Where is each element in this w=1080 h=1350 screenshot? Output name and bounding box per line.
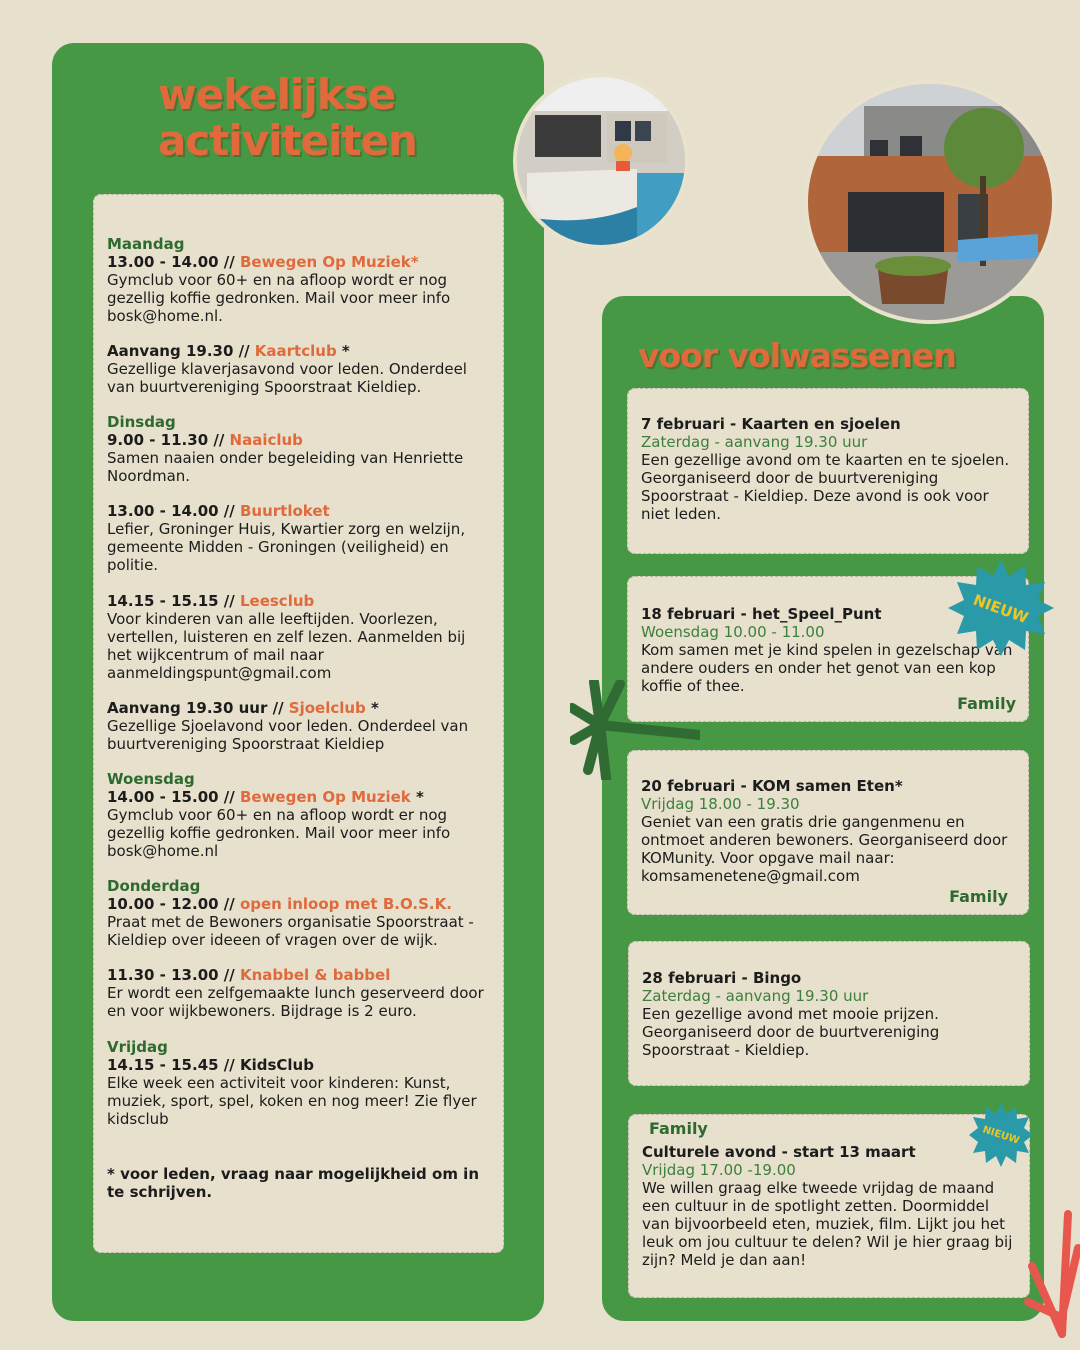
- time-label: 14.15 - 15.45 // KidsClub: [107, 1056, 314, 1074]
- event-description: We willen graag elke tweede vrijdag de maand een cultuur in de spotlight zetten. Doormiddel van bijvoorbeeld eten, muziek, film. Lijkt jou het leuk om jou cultuur te delen? Wil je hier graag bij zijn? Meld je dan aan!: [642, 1179, 1013, 1269]
- schedule-line: [107, 253, 491, 271]
- time-label: 13.00 - 14.00 //: [107, 502, 240, 520]
- schedule-line: [107, 502, 491, 520]
- schedule-entry: [107, 502, 491, 574]
- members-footnote: * voor leden, vraag naar mogelijkheid om in te schrijven.: [107, 1165, 479, 1201]
- schedule-line: [107, 966, 491, 984]
- time-label: 10.00 - 12.00 //: [107, 895, 240, 913]
- schedule-line: [107, 699, 491, 717]
- event-title: 28 februari - Bingo: [642, 969, 802, 987]
- event-title: 20 februari - KOM samen Eten*: [641, 777, 903, 795]
- activity-description: Gymclub voor 60+ en na afloop wordt er nog gezellig koffie gedronken. Mail voor meer info bosk@home.nl.: [107, 271, 451, 325]
- member-mark: *: [365, 699, 379, 717]
- heading-line: wekelijkse: [158, 70, 396, 119]
- family-label: Family: [649, 1119, 708, 1138]
- reception-photo: [513, 73, 689, 249]
- event-description: Een gezellige avond om te kaarten en te sjoelen. Georganiseerd door de buurtvereniging Spoorstraat - Kieldiep. Deze avond is ook voor niet leden.: [641, 451, 1010, 523]
- time-label: 13.00 - 14.00 //: [107, 253, 240, 271]
- coral-plant-icon: [1022, 1208, 1080, 1338]
- activity-description: Elke week een activiteit voor kinderen: Kunst, muziek, sport, spel, koken en nog meer! Zie flyer kidsclub: [107, 1074, 477, 1128]
- activity-description: Er wordt een zelfgemaakte lunch geserveerd door en voor wijkbewoners. Bijdrage is 2 euro.: [107, 984, 484, 1020]
- event-title: 7 februari - Kaarten en sjoelen: [641, 415, 901, 433]
- schedule-line: [107, 342, 491, 360]
- activity-label: Kaartclub: [254, 342, 337, 360]
- time-label: Aanvang 19.30 uur //: [107, 699, 289, 717]
- family-label: Family: [957, 694, 1016, 713]
- schedule-line: [107, 592, 491, 610]
- time-label: 11.30 - 13.00 //: [107, 966, 240, 984]
- schedule-entry: [107, 770, 491, 860]
- time-label: 14.15 - 15.15 //: [107, 592, 240, 610]
- schedule-entry: [107, 413, 491, 485]
- schedule-entry: [107, 592, 491, 682]
- activity-description: Praat met de Bewoners organisatie Spoorstraat - Kieldiep over ideeen of vragen over de wijk.: [107, 913, 474, 949]
- event-time: Vrijdag 18.00 - 19.30: [641, 795, 800, 813]
- activity-label: Leesclub: [239, 592, 315, 610]
- member-mark: *: [410, 788, 424, 806]
- new-badge-icon: [968, 1102, 1034, 1168]
- day-label: Woensdag: [107, 770, 195, 788]
- family-label: Family: [949, 887, 1008, 906]
- adult-activities-heading: voor volwassenen: [638, 336, 956, 375]
- schedule-line: [107, 788, 491, 806]
- heading-line: activiteiten: [158, 116, 417, 165]
- new-badge-icon: [946, 558, 1056, 658]
- activity-description: Voor kinderen van alle leeftijden. Voorlezen, vertellen, luisteren en zelf lezen. Aanmelden bij het wijkcentrum of mail naar aanmeldingspunt@gmail.com: [107, 610, 466, 682]
- weekly-activities-heading: [158, 72, 417, 164]
- schedule-entry: [107, 699, 491, 753]
- schedule-entry: [107, 877, 491, 949]
- event-card: [628, 941, 1030, 1086]
- schedule-line: [107, 895, 491, 913]
- activity-description: Samen naaien onder begeleiding van Henriette Noordman.: [107, 449, 464, 485]
- schedule-entry: [107, 342, 491, 396]
- day-label: Maandag: [107, 235, 185, 253]
- event-time: Woensdag 10.00 - 11.00: [641, 623, 825, 641]
- activity-description: Lefier, Groninger Huis, Kwartier zorg en welzijn, gemeente Midden - Groningen (veiligheid) en politie.: [107, 520, 466, 574]
- event-card: [627, 388, 1029, 554]
- event-description: Een gezellige avond met mooie prijzen. Georganiseerd door de buurtvereniging Spoorstraat - Kieldiep.: [642, 1005, 940, 1059]
- activity-label: Knabbel & babbel: [239, 966, 391, 984]
- activity-label: Bewegen Op Muziek: [239, 788, 411, 806]
- event-description: Kom samen met je kind spelen in gezelschap van andere ouders en onder het genot van een kop koffie of thee.: [641, 641, 1013, 695]
- activity-description: Gymclub voor 60+ en na afloop wordt er nog gezellig koffie gedronken. Mail voor meer info bosk@home.nl: [107, 806, 451, 860]
- schedule-line: [107, 431, 491, 449]
- schedule-line: [107, 1056, 491, 1074]
- day-label: Vrijdag: [107, 1038, 168, 1056]
- badge-label: NIEUW: [981, 1124, 1021, 1147]
- event-time: Zaterdag - aanvang 19.30 uur: [642, 987, 869, 1005]
- time-label: 9.00 - 11.30 //: [107, 431, 230, 449]
- weekly-schedule-list: [107, 235, 491, 1128]
- event-title: 18 februari - het_Speel_Punt: [641, 605, 882, 623]
- event-description: Geniet van een gratis drie gangenmenu en ontmoet anderen bewoners. Georganiseerd door KOMunity. Voor opgave mail naar: komsamenetene@gmail.com: [641, 813, 1008, 885]
- day-label: Dinsdag: [107, 413, 176, 431]
- weekly-schedule-card: [93, 194, 504, 1253]
- activity-label: Sjoelclub: [288, 699, 366, 717]
- schedule-entry: [107, 235, 491, 325]
- badge-label: NIEUW: [970, 590, 1031, 628]
- time-label: Aanvang 19.30 //: [107, 342, 255, 360]
- activity-description: Gezellige Sjoelavond voor leden. Onderdeel van buurtvereniging Spoorstraat Kieldiep: [107, 717, 469, 753]
- schedule-entry: [107, 966, 491, 1020]
- activity-label: Bewegen Op Muziek*: [239, 253, 419, 271]
- schedule-entry: [107, 1038, 491, 1128]
- activity-description: Gezellige klaverjasavond voor leden. Onderdeel van buurtvereniging Spoorstraat Kieldiep.: [107, 360, 467, 396]
- activity-label: open inloop met B.O.S.K.: [239, 895, 452, 913]
- time-label: 14.00 - 15.00 //: [107, 788, 240, 806]
- community-building-photo: [804, 80, 1056, 324]
- day-label: Donderdag: [107, 877, 201, 895]
- event-time: Zaterdag - aanvang 19.30 uur: [641, 433, 868, 451]
- activity-label: Naaiclub: [229, 431, 303, 449]
- green-starburst-icon: [570, 680, 700, 780]
- event-time: Vrijdag 17.00 -19.00: [642, 1161, 796, 1179]
- activity-label: Buurtloket: [239, 502, 330, 520]
- event-title: Culturele avond - start 13 maart: [642, 1143, 916, 1161]
- member-mark: *: [336, 342, 350, 360]
